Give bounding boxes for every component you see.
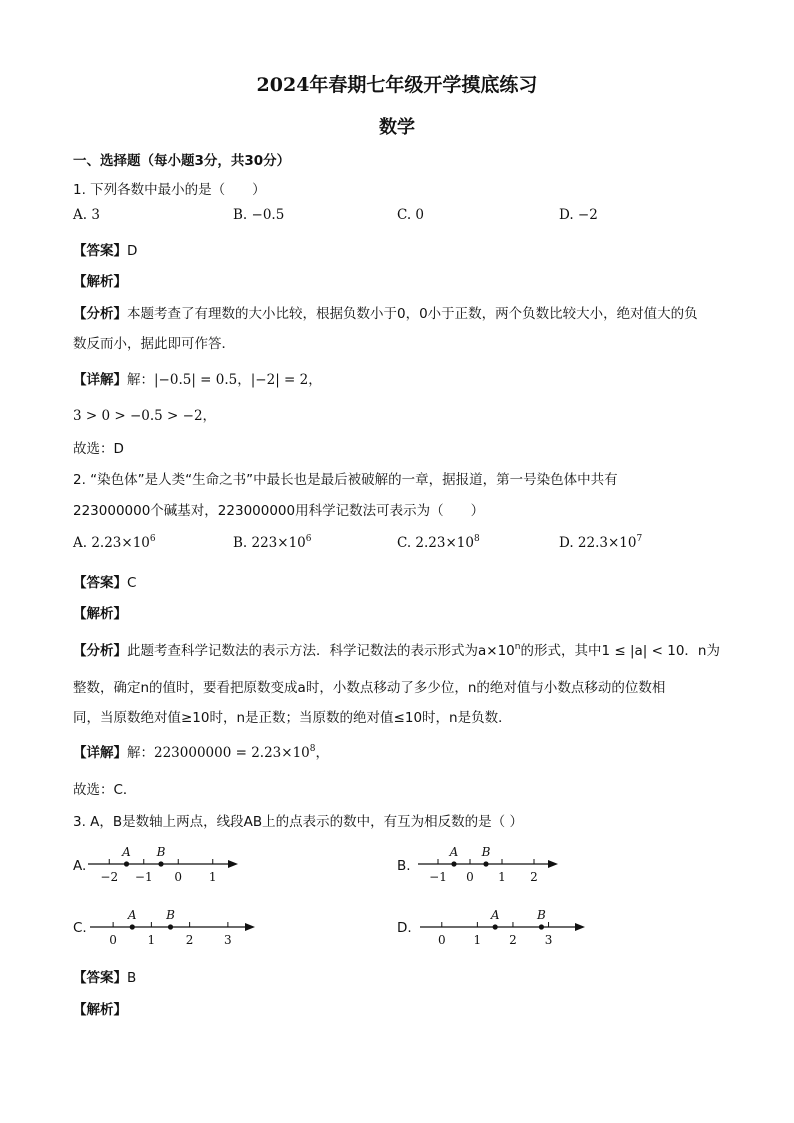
tick-label: 0 — [437, 933, 446, 947]
q3-option-d-letter: D. — [397, 920, 412, 936]
q3-numberline-a — [88, 840, 238, 885]
q3-option-c-letter: C. — [73, 920, 87, 936]
point-b — [168, 924, 173, 929]
q2-fenxi-line3: 同，当原数绝对值≥10时，n是正数；当原数的绝对值≤10时，n是负数． — [73, 710, 512, 726]
q3-analysis-tag: 【解析】 — [73, 1002, 127, 1018]
q1-answer-value: D — [127, 243, 138, 259]
q1-option-c: C. 0 — [397, 207, 425, 223]
detail-tag: 【详解】 — [73, 745, 127, 761]
q3-numberline-c — [90, 903, 255, 948]
tick-label: −1 — [429, 870, 447, 884]
q3-numberline-d — [420, 903, 585, 948]
point-label-a: A — [449, 845, 459, 859]
point-label-b: B — [156, 845, 166, 859]
point-a — [124, 861, 129, 866]
tick-label: 1 — [473, 933, 482, 947]
section-heading: 一、选择题（每小题3分，共30分） — [73, 153, 291, 169]
tick-label: 1 — [498, 870, 506, 884]
subject-title: 数学 — [379, 117, 415, 138]
tick-label: 3 — [224, 933, 232, 947]
point-label-a: A — [127, 908, 137, 922]
point-b — [158, 861, 163, 866]
q2-option-b: B. $223\times 10^6$ — [233, 534, 312, 551]
q1-choose: 故选：D — [73, 441, 124, 457]
q2-stem-line1: 2. “染色体”是人类“生命之书”中最长也是最后被破解的一章，据报道，第一号染色体中共有 — [73, 472, 618, 488]
point-a — [130, 924, 135, 929]
detail-tag: 【详解】 — [73, 372, 127, 388]
axis-arrow — [228, 860, 238, 868]
answer-tag: 【答案】 — [73, 243, 127, 259]
q3-numberline-b — [418, 840, 558, 885]
q1-option-b: B. −0.5 — [233, 207, 285, 223]
q1-fenxi-cont: 数反而小，据此即可作答． — [73, 336, 235, 352]
axis-arrow — [575, 923, 585, 931]
point-b — [539, 924, 544, 929]
q1-option-d: D. −2 — [559, 207, 598, 223]
q1-answer — [73, 239, 137, 259]
q3-answer — [73, 966, 136, 986]
q2-answer — [73, 571, 136, 591]
tick-label: 2 — [530, 870, 538, 884]
tick-label: 2 — [509, 933, 517, 947]
axis-arrow — [245, 923, 255, 931]
fenxi-tag: 【分析】 — [73, 306, 127, 322]
q3-stem: 3. A，B是数轴上两点，线段AB上的点表示的数中，有互为相反数的是（ ） — [73, 814, 523, 830]
point-label-a: A — [122, 845, 131, 859]
q3-answer-value: B — [127, 970, 137, 986]
point-label-b: B — [481, 845, 491, 859]
tick-label: 0 — [466, 870, 474, 884]
q2-fenxi-line2: 整数，确定n的值时，要看把原数变成a时，小数点移动了多少位，n的绝对值与小数点移动的位数相 — [73, 680, 666, 696]
q2-analysis-tag: 【解析】 — [73, 606, 127, 622]
point-a — [451, 861, 456, 866]
q1-stem: 1. 下列各数中最小的是（ ） — [73, 182, 266, 198]
q1-fenxi-text: 本题考查了有理数的大小比较，根据负数小于0，0小于正数，两个负数比较大小，绝对值大的负 — [127, 306, 698, 322]
q1-detail-text: 解：|−0.5| = 0.5，|−2| = 2， — [127, 372, 322, 388]
tick-label: −1 — [134, 870, 153, 884]
point-b — [483, 861, 488, 866]
point-a — [493, 924, 498, 929]
q2-stem-line2: 223000000个碱基对，223000000用科学记数法可表示为（ ） — [73, 503, 485, 519]
axis-arrow — [548, 860, 558, 868]
q1-detail-line2: 3 > 0 > −0.5 > −2， — [73, 408, 217, 424]
tick-label: −2 — [100, 870, 119, 884]
answer-tag: 【答案】 — [73, 970, 127, 986]
tick-label: 1 — [208, 870, 217, 884]
q2-option-c: C. $2.23\times 10^8$ — [397, 534, 480, 551]
q2-choose: 故选：C． — [73, 782, 137, 798]
tick-label: 0 — [109, 933, 117, 947]
q2-fenxi: 【分析】此题考查科学记数法的表示方法．科学记数法的表示形式为$a\times 10^n$的形式，其中1 ≤ |a| < 10．n为 — [73, 642, 720, 659]
page-title: 2024年春期七年级开学摸底练习 — [256, 74, 538, 96]
q1-fenxi — [73, 302, 698, 322]
q2-option-d: D. $22.3\times 10^7$ — [559, 534, 643, 551]
tick-label: 1 — [147, 933, 156, 947]
answer-tag: 【答案】 — [73, 575, 127, 591]
tick-label: 0 — [174, 870, 183, 884]
tick-label: 2 — [185, 933, 194, 947]
q3-option-b-letter: B. — [397, 858, 411, 874]
point-label-b: B — [537, 908, 546, 922]
q1-detail — [73, 368, 322, 388]
q2-option-a: A. $2.23\times 10^6$ — [73, 534, 156, 551]
q1-option-a: A. 3 — [73, 207, 100, 223]
point-label-b: B — [166, 908, 175, 922]
q3-option-a-letter: A. — [73, 858, 87, 874]
q2-answer-value: C — [127, 575, 137, 591]
tick-label: 3 — [544, 933, 553, 947]
point-label-a: A — [490, 908, 500, 922]
q1-analysis-tag: 【解析】 — [73, 274, 127, 290]
q2-detail: 【详解】解：$223000000 = 2.23\times 10^8$， — [73, 744, 329, 761]
fenxi-tag: 【分析】 — [73, 643, 127, 659]
